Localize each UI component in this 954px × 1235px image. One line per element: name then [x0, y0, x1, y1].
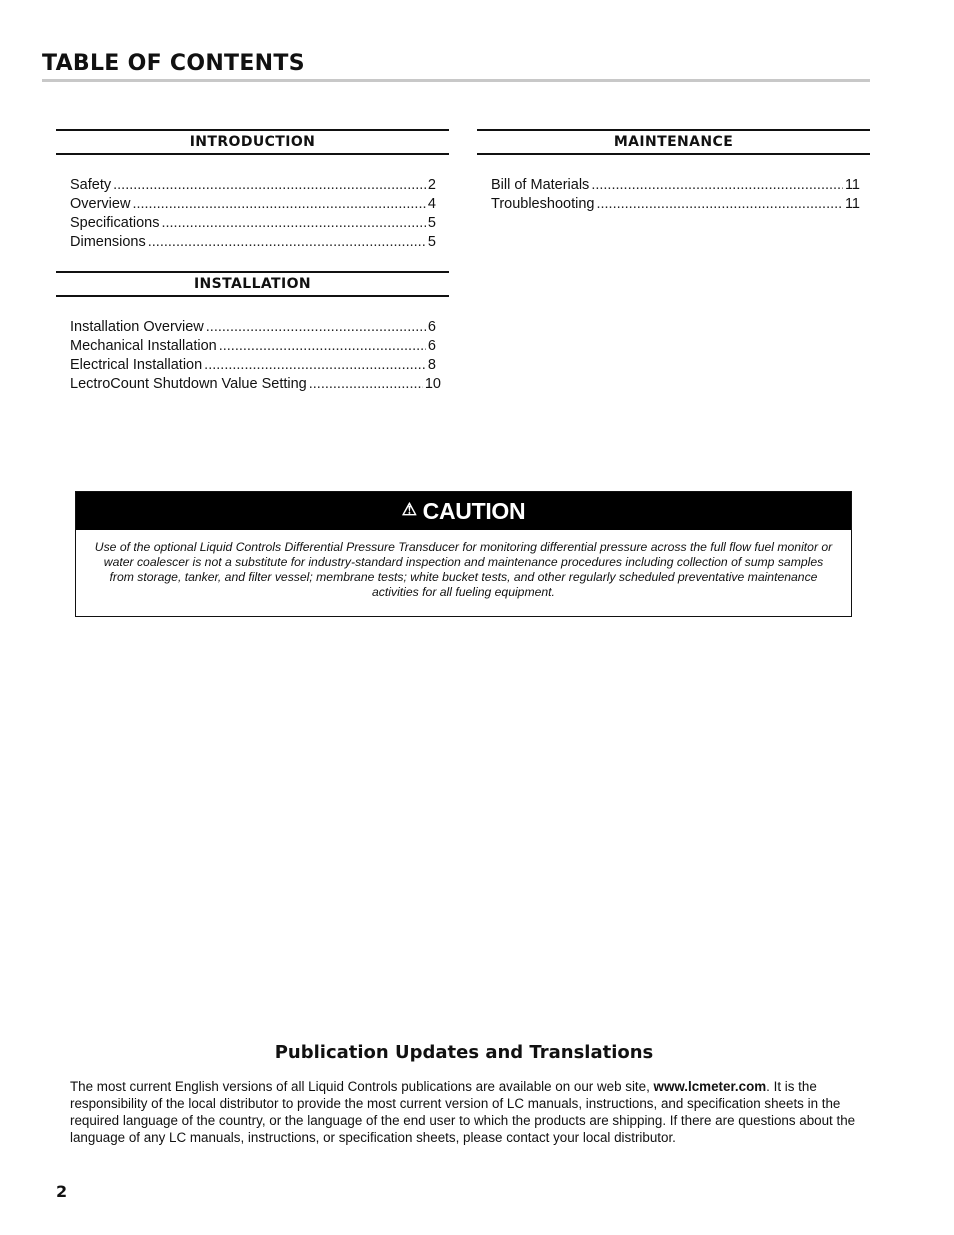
toc-entry-label: Specifications [70, 215, 160, 231]
toc-entry[interactable] [70, 375, 441, 394]
toc-entry-page: 6 [427, 319, 436, 335]
toc-list [56, 176, 449, 252]
toc-entry-label: Installation Overview [70, 319, 204, 335]
toc-entry-label: Overview [70, 196, 131, 212]
caution-box [75, 491, 852, 617]
publication-text [70, 1078, 860, 1146]
dot-leader [219, 337, 426, 356]
toc-entry-page: 5 [427, 234, 436, 250]
page-number: 2 [56, 1182, 68, 1201]
dot-leader [591, 176, 843, 195]
caution-header [76, 492, 851, 530]
toc-entry-page: 10 [424, 376, 441, 392]
toc-entry[interactable] [70, 195, 436, 214]
toc-entry[interactable] [70, 337, 441, 356]
toc-entry[interactable] [70, 214, 436, 233]
toc-entry-page: 5 [427, 215, 436, 231]
toc-entry-page: 6 [427, 338, 436, 354]
toc-entry-label: Mechanical Installation [70, 338, 217, 354]
publication-title: Publication Updates and Translations [274, 1042, 654, 1063]
toc-section-introduction [56, 129, 449, 252]
dot-leader [132, 195, 425, 214]
toc-entry-label: Electrical Installation [70, 357, 203, 373]
toc-entry-label: Safety [70, 177, 112, 193]
toc-entry-page: 2 [427, 177, 436, 193]
dot-leader [206, 318, 426, 337]
warning-triangle-icon: ⚠ [401, 500, 417, 519]
toc-entry-label: Dimensions [70, 234, 146, 250]
toc-list [477, 176, 870, 214]
caution-text: Use of the optional Liquid Controls Differential Pressure Transducer for monitoring differential pressure across the full flow fuel monitor or water coalescer is not a substitute for industry-standard inspection and maintenance procedures including collection of sump samples from storage, tanker, and filter vessel; membrane tests; white bucket tests, and other regularly scheduled preventative maintenance activities for all fueling equipment. [94, 540, 833, 599]
toc-entry-page: 11 [844, 177, 860, 193]
toc-entry-label: LectroCount Shutdown Value Setting [70, 376, 307, 392]
publication-text-before: The most current English versions of all Liquid Controls publications are available on our web site, [70, 1079, 654, 1094]
toc-entry[interactable] [70, 356, 441, 375]
toc-entry[interactable] [70, 233, 436, 252]
dot-leader [309, 375, 423, 394]
toc-entry[interactable] [491, 176, 860, 195]
toc-list [56, 318, 449, 394]
toc-entry[interactable] [491, 195, 860, 214]
section-header: INSTALLATION [56, 271, 449, 297]
toc-entry-page: 11 [844, 196, 860, 212]
toc-entry-label: Troubleshooting [491, 196, 595, 212]
toc-entry[interactable] [70, 176, 436, 195]
dot-leader [204, 356, 426, 375]
toc-section-maintenance [477, 129, 870, 214]
dot-leader [113, 176, 426, 195]
page-title: TABLE OF CONTENTS [42, 50, 870, 82]
website-link[interactable]: www.lcmeter.com [653, 1079, 767, 1094]
caution-title: CAUTION [422, 497, 526, 524]
toc-entry[interactable] [70, 318, 441, 337]
publication-text-after: . It is the responsibility of the local distributor to provide the most current version of LC manuals, instructions, and specification sheets in the required language of the country, or the language of the end user to which the products are shipping. If there are questions about the language of any LC manuals, instructions, or specification sheets, please contact your local distributor. [70, 1079, 856, 1145]
dot-leader [596, 195, 842, 214]
toc-section-installation [56, 271, 449, 394]
dot-leader [161, 214, 425, 233]
dot-leader [148, 233, 426, 252]
toc-entry-page: 8 [427, 357, 436, 373]
section-header: MAINTENANCE [477, 129, 870, 155]
toc-entry-page: 4 [427, 196, 436, 212]
section-header: INTRODUCTION [56, 129, 449, 155]
toc-entry-label: Bill of Materials [491, 177, 590, 193]
